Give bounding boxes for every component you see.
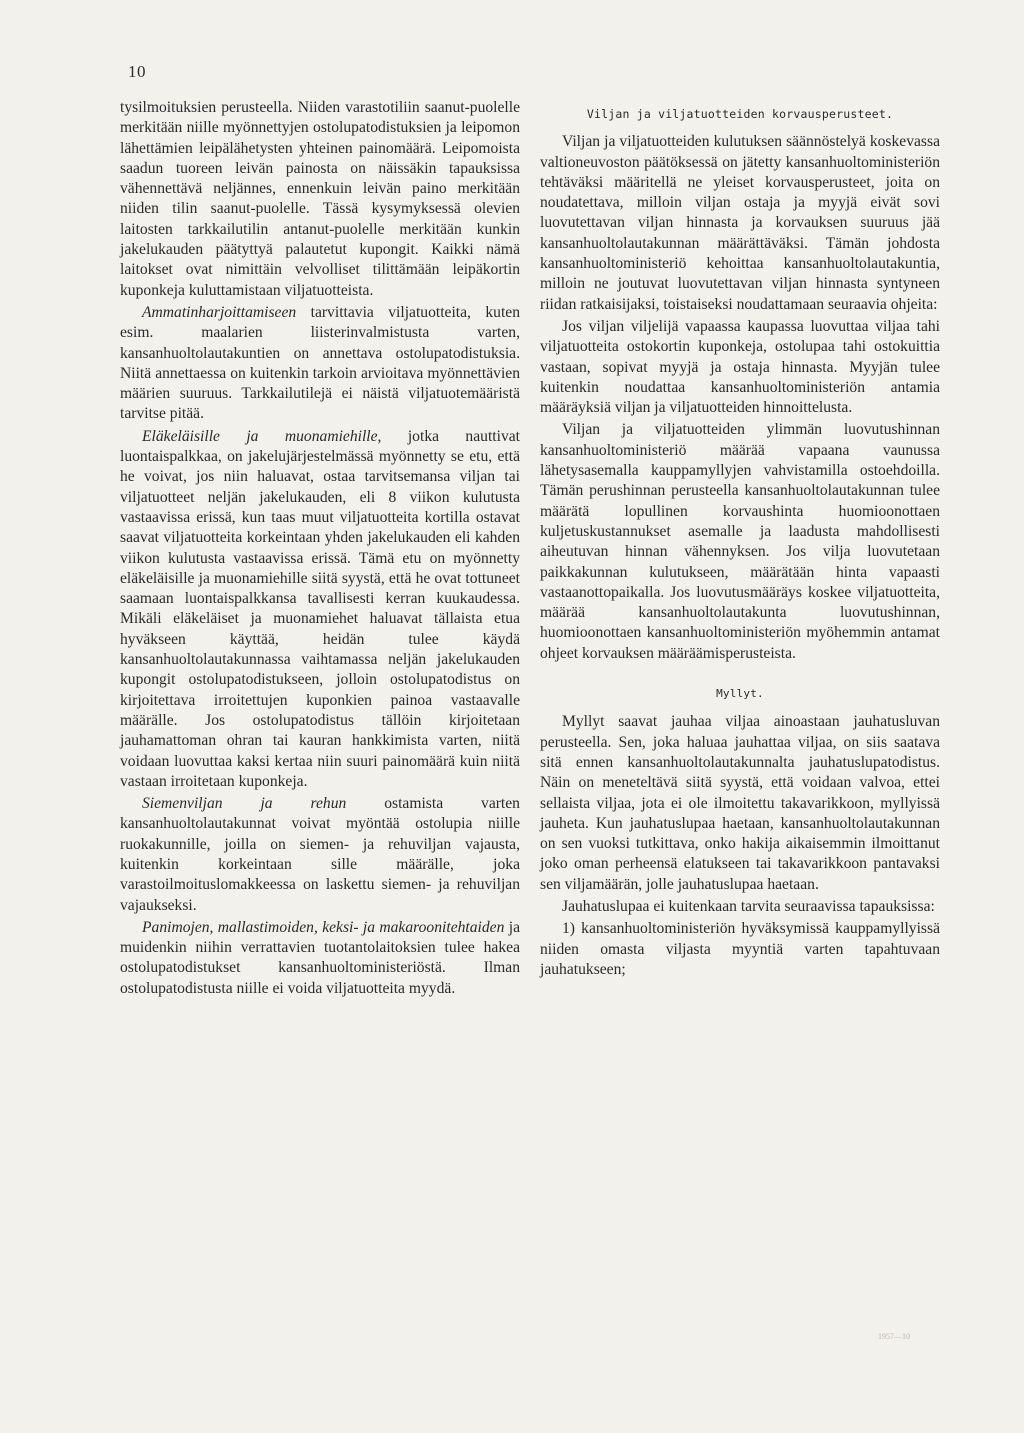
paragraph: Viljan ja viljatuotteiden kulutuksen säännöstelyä koskevassa valtioneuvoston päätöksessä on jätetty kansanhuoltoministeriön tehtäväksi määritellä ne yleiset korvausperusteet, joita on noudatettava, milloin viljan ostaja ja myyjä eivät sovi luovutettavan viljan hinnasta ja korvauksen suuruus jää kansanhuoltolautakunnan määrättäväksi. Tämän johdosta kansanhuoltoministeriö kehoittaa kansanhuoltolautakuntia, milloin ne joutuvat luovutettavan viljan hinnasta syntyneen riidan ratkaisijaksi, toistaiseksi noudattamaan seuraavia ohjeita: (540, 133, 940, 313)
paragraph (120, 427, 520, 792)
paragraph: Myllyt saavat jauhaa viljaa ainoastaan jauhatusluvan perusteella. Sen, joka haluaa jauhattaa viljaa, on siis saatava sitä ennen kansanhuoltolautakunnalta jauhatuslupatodistus. Näin on meneteltävä siitä syystä, että voidaan valvoa, ettei sellaista viljaa, jota ei ole ilmoitettu takavarikkoon, myllyissä jauheta. Kun jauhatuslupaa haetaan, kansanhuoltolautakunnan on sen vuoksi tutkittava, onko hakija aikaisemmin ilmoittanut joko oman perheensä elatukseen tai takavarikkoon pantavaksi sen viljamäärän, jolle jauhatuslupaa haetaan. (540, 713, 940, 893)
paragraph (120, 794, 520, 916)
left-column (120, 98, 520, 999)
italic-lead: Siemenviljan ja rehun (142, 795, 347, 813)
right-column (540, 98, 940, 980)
paragraph-text: ostamista varten kansanhuoltolautakunnat voivat myöntää ostolupia niille ruokakunnille, joilla on siemen- ja rehuviljan vajausta, kuitenkin korkeintaan sille määrälle, joka varastoilmoituslomakkeessa on laskettu siemen- ja rehuviljan vajaukseksi. (120, 795, 520, 914)
page-number: 10 (128, 62, 146, 81)
section-heading: Myllyt. (716, 687, 764, 701)
section-heading: Viljan ja viljatuotteiden korvausperusteet. (586, 107, 894, 121)
paragraph-text: ja muidenkin niihin verrattavien tuotantolaitoksien tulee hakea ostolupatodistukset kansanhuoltoministeriöstä. Ilman ostolupatodistusta niille ei voida viljatuotteita myydä. (120, 918, 520, 997)
paragraph (120, 918, 520, 999)
paragraph: Viljan ja viljatuotteiden ylimmän luovutushinnan kansanhuoltoministeriö määrää vapaana vaunussa lähetysasemalla kauppamyllyjen vahvistamilla ostoehdoilla. Tämän perushinnan perusteella kansanhuoltolautakunnan tulee määrätä lopullinen korvaushinta huomioonottaen kuljetuskustannukset asemalle ja laadusta mahdollisesti aiheutuvan hinnan vähennyksen. Jos vilja luovutetaan paikkakunnan kulutukseen, määrätään hinta vapaasti vastaanottopaikalla. Jos luovutusmääräys koskee viljatuotteita, määrää kansanhuoltolautakunta luovutushinnan, huomioonottaen kansanhuoltoministeriön myöhemmin antamat ohjeet korvauksen määräämisperusteista. (540, 421, 940, 662)
paragraph-text: tarvittavia viljatuotteita, kuten esim. maalarien liisterinvalmistusta varten, kansanhuoltolautakuntien on annettava ostolupatodistuksia. Niitä annettaessa on kuitenkin tarkoin arvioitava myönnettävien määrien suuruus. Tarkkailutilejä ei näistä viljatuotemääristä tarvitse pitää. (120, 303, 520, 423)
italic-lead: Ammatinharjoittamiseen (142, 303, 297, 321)
paragraph (120, 303, 520, 425)
italic-lead: Panimojen, mallastimoiden, keksi- ja makaroonitehtaiden (142, 918, 505, 936)
paragraph: Jos viljan viljelijä vapaassa kaupassa luovuttaa viljaa tahi viljatuotteita ostokortin kuponkeja, ostolupaa tahi ostokuittia vastaan, sopivat myyjä ja ostaja hinnasta. Myyjän tulee kuitenkin noudattaa kansanhuoltoministeriön antamia määräyksiä viljan ja viljatuotteiden hinnoittelusta. (540, 317, 940, 417)
print-mark: 1957—10 (878, 1332, 910, 1341)
paragraph: Jauhatuslupaa ei kuitenkaan tarvita seuraavissa tapauksissa: (562, 897, 935, 915)
list-item: 1) kansanhuoltoministeriön hyväksymissä kauppamyllyissä niiden omasta viljasta myyntiä varten tapahtuvaan jauhatukseen; (540, 920, 940, 978)
paragraph: tysilmoituksien perusteella. Niiden varastotiliin saanut-puolelle merkitään niille myönnettyjen ostolupatodistuksien ja leipomon lähettämien leipälähetysten yhteinen painomäärä. Leipomoista saadun tuoreen leivän painosta on näissäkin tapauksissa vähennettävä neljännes, ennenkuin leivän paino merkitään niiden tilin saanut-puolelle. Tässä kysymyksessä olevien laitosten tarkkailutilin antanut-puolelle merkitään kunkin jakelukauden päätyttyä palautetut kupongit. Kaikki nämä laitokset ovat nimittäin velvolliset tilittämään leipäkortin kuponkeja kuluttamistaan viljatuotteista. (120, 99, 520, 299)
italic-lead: Eläkeläisille ja muonamiehille, (142, 427, 382, 445)
paragraph-text: jotka nauttivat luontaispalkkaa, on jakelujärjestelmässä myönnetty se etu, että he voivat, jos niin haluavat, ostaa tarvitsemansa viljan tai viljatuotteet neljän jakelukauden, eli 8 viikon kulutusta vastaavissa erissä, kun taas muut viljatuotteita kortilla ostavat saavat viljatuotteita korkeintaan yhden jakelukauden eli kahden viikon kulutusta vastaavissa erissä. Tämä etu on myönnetty eläkeläisille ja muonamiehille siitä syystä, että he ovat tottuneet saamaan luontaispalkkansa tavallisesti kerran kuukaudessa. Mikäli eläkeläiset ja muonamiehet haluavat tällaista etua hyväkseen käyttää, heidän tulee käydä kansanhuoltolautakunnassa vaihtamassa neljän jakelukauden kupongit ostolupatodistukseen, jolloin ostolupatodistus on kirjoitettava irroitettujen kuponkien painoa vastaavalle määrälle. Jos ostolupatodistus tällöin kirjoitetaan jauhamattoman ohran tai kauran hankkimista varten, niitä voidaan luovuttaa kaksi kertaa niin suuri painomäärä kuin niitä vastaan irroitetaan kuponkeja. (120, 427, 520, 790)
